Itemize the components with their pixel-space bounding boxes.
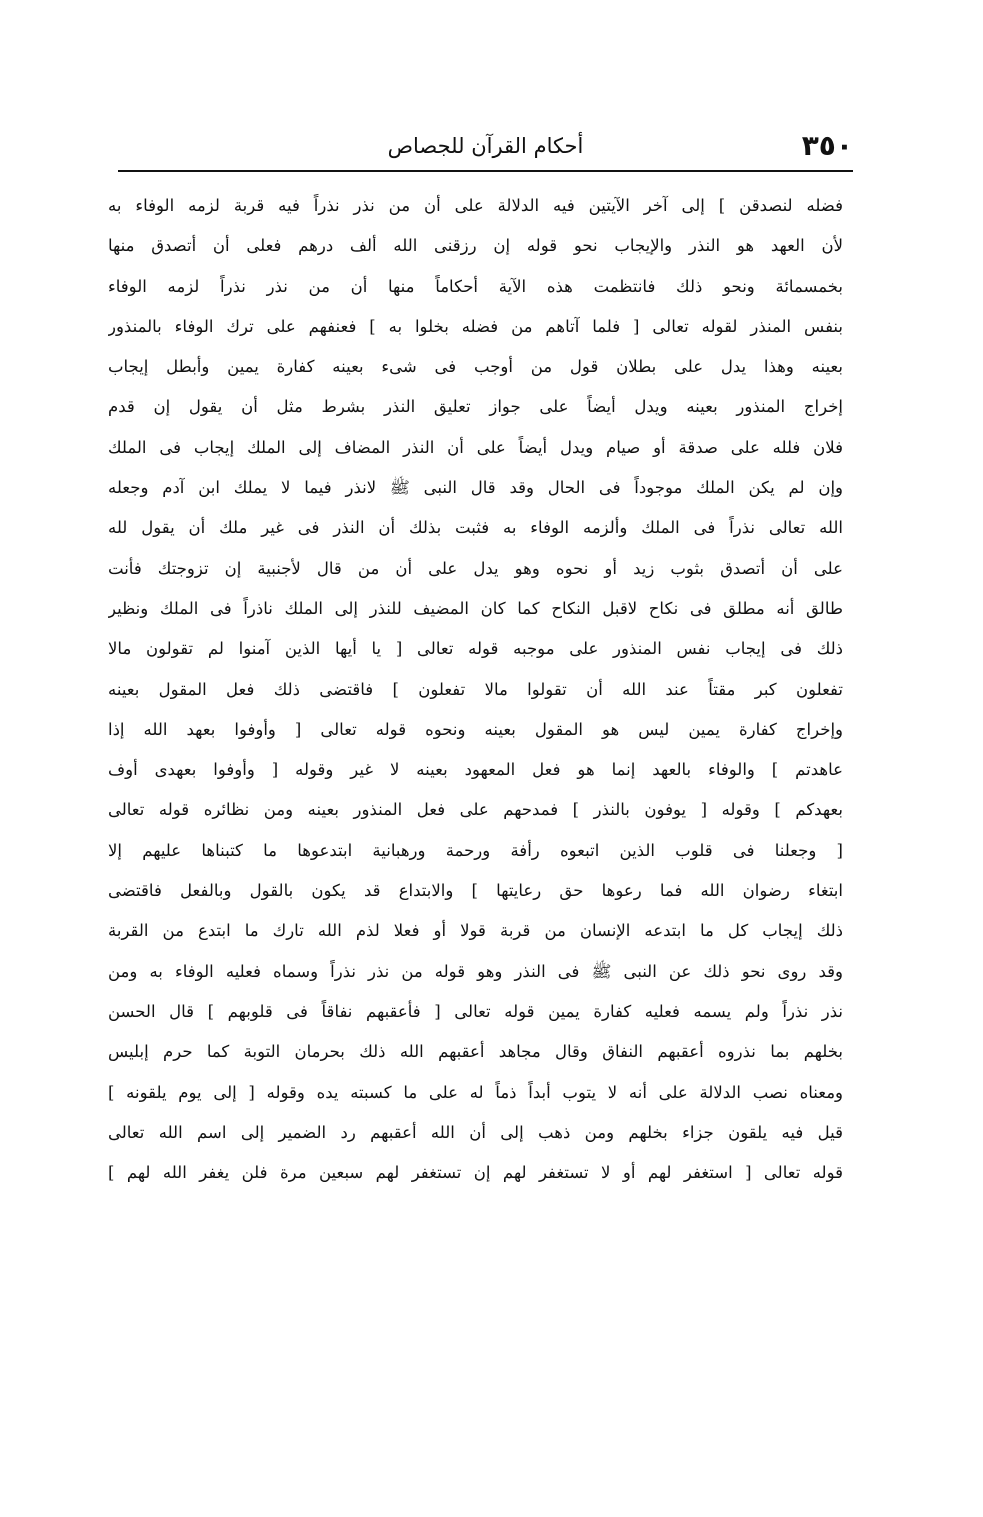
text-line: ومعناه نصب الدلالة على أنه لا يتوب أبداً ذماً له على ما كسبته يده وقوله [ إلى يوم يلقونه ] — [108, 1082, 843, 1102]
body-text — [108, 186, 843, 1193]
text-line: قيل فيه يلقون جزاء بخلهم ومن ذهب إلى أن الله أعقبهم رد الضمير إلى اسم الله تعالى — [108, 1122, 843, 1142]
text-line: فضله لنصدقن ] إلى آخر الآيتين فيه الدلالة على أن من نذر نذراً فيه قربة لزمه الوفاء به — [108, 196, 843, 215]
text-line: بنفس المنذر لقوله تعالى [ فلما آتاهم من فضله بخلوا به ] فعنفهم على ترك الوفاء بالمنذور — [108, 316, 843, 336]
header-divider — [118, 170, 853, 172]
text-line: الله تعالى نذراً فى الملك وألزمه الوفاء به فثبت بذلك أن النذر فى غير ملك أن يقول لله — [108, 518, 843, 538]
text-line: وإن لم يكن الملك موجوداً فى الحال وقد قال النبى ﷺ لانذر فيما لا يملك ابن آدم وجعله — [108, 478, 843, 498]
text-line: بعينه وهذا يدل على بطلان قول من أوجب فى شىء بعينه كفارة يمين وأبطل إيجاب — [108, 357, 843, 377]
text-line: [ وجعلنا فى قلوب الذين اتبعوه رأفة ورحمة ورهبانية ابتدعوها ما كتبناها عليهم إلا — [108, 840, 843, 860]
text-line: لأن العهد هو النذر والإيجاب نحو قوله إن رزقنى الله ألف درهم فعلى أن أتصدق منها — [108, 236, 843, 256]
text-line: نذر نذراً ولم يسمه فعليه كفارة يمين قوله تعالى [ فأعقبهم نفاقاً فى قلوبهم ] قال الحسن — [108, 1001, 843, 1021]
page-number: ٣٥٠ — [801, 129, 853, 162]
text-line: على أن أتصدق بثوب زيد أو نحوه وهو يدل على أن من قال لأجنبية إن تزوجتك فأنت — [108, 558, 843, 578]
text-line: طالق أنه مطلق فى نكاح لاقبل النكاح كما كان المضيف للنذر إلى الملك ناذراً فى الملك ونظير — [108, 598, 843, 618]
running-title: أحكام القرآن للجصاص — [387, 134, 584, 158]
text-line: قوله تعالى [ استغفر لهم أو لا تستغفر لهم إن تستغفر لهم سبعين مرة فلن يغفر الله لهم ] — [108, 1163, 843, 1183]
text-line: وقد روى نحو ذلك عن النبى ﷺ فى النذر وهو قوله من نذر نذراً وسماه فعليه الوفاء به ومن — [108, 961, 843, 981]
text-line: ذلك إيجاب كل ما ابتدعه الإنسان من قربة قولا أو فعلا لذم الله تارك ما ابتدع من القربة — [108, 921, 843, 941]
text-line: عاهدتم ] والوفاء بالعهد إنما هو فعل المعهود بعينه لا غير وقوله [ وأوفوا بعهدى أوف — [108, 760, 843, 780]
text-line: تفعلون كبر مقتاً عند الله أن تقولوا مالا تفعلون ] فاقتضى ذلك فعل المقول بعينه — [108, 679, 843, 699]
text-line: بخلهم بما نذروه أعقبهم النفاق وقال مجاهد أعقبهم الله ذلك بحرمان التوبة كما حرم إبليس — [108, 1042, 843, 1062]
text-line: فلان فلله على صدقة أو صيام ويدل أيضاً على أن النذر المضاف إلى الملك إيجاب فى الملك — [108, 437, 843, 457]
text-line: بعهدكم ] وقوله [ يوفون بالنذر ] فمدحهم على فعل المنذور بعينه ومن نظائره قوله تعالى — [108, 800, 843, 820]
page-header — [118, 128, 853, 168]
text-line: وإخراج كفارة يمين ليس هو المقول بعينه ونحوه قوله تعالى [ وأوفوا بعهد الله إذا — [108, 719, 843, 739]
text-line: إخراج المنذور بعينه ويدل أيضاً على جواز تعليق النذر بشرط مثل أن يقول إن قدم — [108, 397, 843, 417]
text-line: ذلك فى إيجاب نفس المنذور على موجبه قوله تعالى [ يا أيها الذين آمنوا لم تقولون مالا — [108, 639, 843, 659]
text-line: ابتغاء رضوان الله فما رعوها حق رعايتها ] والابتداع قد يكون بالقول وبالفعل فاقتضى — [108, 881, 843, 901]
text-line: بخمسمائة ونحو ذلك فانتظمت هذه الآية أحكاماً منها أن من نذر نذراً لزمه الوفاء — [108, 276, 843, 296]
